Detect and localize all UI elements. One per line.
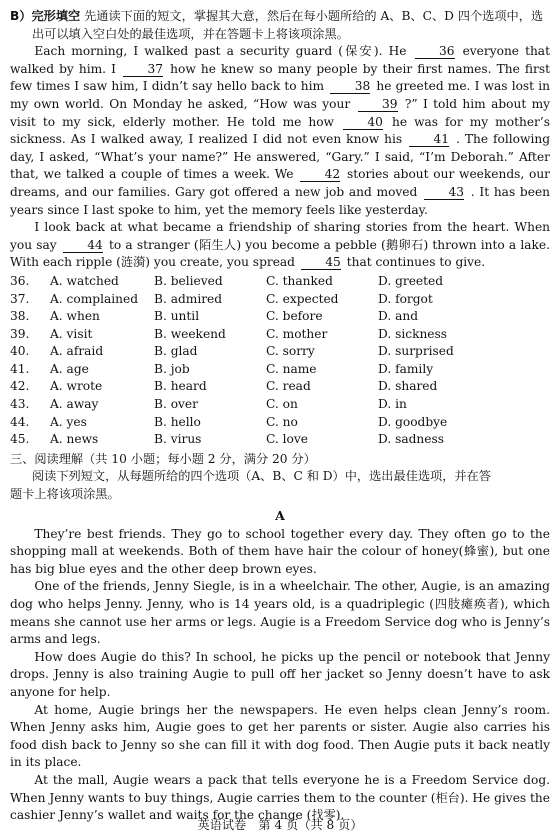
option-a: A. wrote xyxy=(50,379,103,394)
blank-45: 45 xyxy=(301,256,341,270)
blank-42: 42 xyxy=(300,168,340,182)
blank-43: 43 xyxy=(424,186,464,200)
option-a: A. news xyxy=(50,432,99,447)
question-number: 45. xyxy=(10,432,30,447)
passage-a-paragraph: One of the friends, Jenny Siegle, is in a wheelchair. The other, Augie, is an amazing dog who helps Jenny. Jenny, who is 14 years old, is a quadriplegic (四肢瘫痪者), which means she cannot use her arms or legs. Augie is a Freedom Service dog who is Jenny’s arms and legs. xyxy=(10,579,550,647)
option-c: C. no xyxy=(266,414,298,429)
passage-a-paragraph: How does Augie do this? In school, he picks up the pencil or notebook that Jenny drops. Jenny is also training Augie to pull off her jacket so Jenny doesn’t have to ask anyone for help. xyxy=(10,649,550,699)
option-d: D. forgot xyxy=(378,291,433,306)
option-a: A. when xyxy=(50,309,100,324)
section-3-instruction-1: 阅读下列短文，从每题所给的四个选项（A、B、C 和 D）中，选出最佳选项，并在答 xyxy=(32,469,491,484)
option-row xyxy=(10,273,550,291)
option-a: A. complained xyxy=(50,291,138,306)
passage-a-paragraph: They’re best friends. They go to school together every day. They often go to the shopping mall at weekends. Both of them have hair the colour of honey(蜂蜜), but one has big blue eyes and the other deep brown eyes. xyxy=(10,526,550,576)
option-c: C. read xyxy=(266,379,311,394)
option-c: C. before xyxy=(266,309,323,324)
option-b: B. hello xyxy=(154,414,201,429)
option-c: C. love xyxy=(266,432,308,447)
blank-44: 44 xyxy=(63,239,103,253)
paragraph-text: that continues to give. xyxy=(342,255,486,270)
option-row xyxy=(10,431,550,449)
option-d: D. goodbye xyxy=(378,414,448,429)
option-c: C. sorry xyxy=(266,344,315,359)
section-b-instruction-2: 出可以填入空白处的最佳选项，并在答题卡上将该项涂黑。 xyxy=(32,26,349,41)
option-c: C. on xyxy=(266,397,298,412)
option-b: B. weekend xyxy=(154,326,226,341)
option-row xyxy=(10,361,550,379)
question-number: 44. xyxy=(10,414,30,429)
paragraph-text: everyone that walked by him. I xyxy=(10,44,550,76)
passage-a-paragraph: At the mall, Augie wears a pack that tells everyone he is a Freedom Service dog. When Jenny wants to buy things, Augie carries them to the counter (柜台). He gives the cashier Jenny’s wallet and waits for the change (找零). xyxy=(10,772,550,823)
option-d: D. surprised xyxy=(378,344,454,359)
option-d: D. sadness xyxy=(378,432,444,447)
blank-41: 41 xyxy=(409,133,449,147)
option-c: C. name xyxy=(266,361,317,376)
option-a: A. afraid xyxy=(50,344,104,359)
option-b: B. over xyxy=(154,397,198,412)
option-a: A. away xyxy=(50,397,99,412)
question-number: 38. xyxy=(10,309,30,324)
option-b: B. virus xyxy=(154,432,202,447)
option-row xyxy=(10,378,550,396)
option-a: A. visit xyxy=(50,326,93,341)
option-b: B. job xyxy=(154,361,190,376)
option-d: D. shared xyxy=(378,379,438,394)
option-a: A. watched xyxy=(50,273,119,288)
question-number: 41. xyxy=(10,361,30,376)
option-b: B. believed xyxy=(154,273,223,288)
option-b: B. heard xyxy=(154,379,207,394)
paragraph-text: . It has been years since I last spoke to him, yet the memory feels like yesterday. xyxy=(10,184,551,217)
option-d: D. greeted xyxy=(378,273,444,288)
option-d: D. and xyxy=(378,309,419,324)
paragraph-text: stories about our weekends, our dreams, and our families. Gary got offered a new job and moved xyxy=(10,167,550,199)
passage-a-paragraph: At home, Augie brings her the newspapers. He even helps clean Jenny’s room. When Jenny asks him, Augie goes to get her parents or sister. Augie also carries his food dish back to Jenny so she can fill it with dog food. Then Augie puts it back neatly in its place. xyxy=(10,702,550,770)
option-b: B. until xyxy=(154,309,200,324)
blank-36: 36 xyxy=(415,45,455,59)
option-row xyxy=(10,343,550,361)
section-b-instruction-1: 先通读下面的短文，掌握其大意，然后在每小题所给的 A、B、C、D 四个选项中，选 xyxy=(84,9,544,23)
option-b: B. admired xyxy=(154,291,223,306)
paragraph-text: ?” I told him about my visit to my sick, elderly mother. He told me how xyxy=(10,96,551,129)
cloze-options xyxy=(10,273,550,449)
cloze-paragraph-2 xyxy=(10,219,550,272)
paragraph-text: Each morning, I walked past a security guard (保安). He xyxy=(34,44,413,59)
option-b: B. glad xyxy=(154,344,198,359)
question-number: 37. xyxy=(10,291,30,306)
option-c: C. thanked xyxy=(266,273,333,288)
page-footer: 英语试卷 第 4 页（共 8 页） xyxy=(197,818,363,832)
question-number: 43. xyxy=(10,397,30,412)
question-number: 39. xyxy=(10,326,30,341)
option-row xyxy=(10,414,550,432)
option-a: A. yes xyxy=(50,414,87,429)
blank-39: 39 xyxy=(358,98,398,112)
paragraph-text: . The following day, I asked, “What’s your name?” He answered, “Gary.” I said, “I’m Deborah.” After that, we talked a couple of times a week. We xyxy=(10,132,550,182)
question-number: 40. xyxy=(10,344,30,359)
question-number: 36. xyxy=(10,273,30,288)
option-a: A. age xyxy=(50,361,89,376)
section-3-heading: 三、阅读理解（共 10 小题；每小题 2 分，满分 20 分） xyxy=(10,451,316,466)
option-c: C. mother xyxy=(266,326,328,341)
section-b-instructions xyxy=(10,8,550,26)
option-row xyxy=(10,308,550,326)
option-c: C. expected xyxy=(266,291,339,306)
option-row xyxy=(10,396,550,414)
paragraph-text: to a stranger (陌生人) you become a pebble (鹅卵石) thrown into a lake. With each ripple (涟漪) you create, you spread xyxy=(10,237,550,270)
paragraph-text: how he knew so many people by their first names. The first few times I saw him, I didn’t say hello back to him xyxy=(10,61,551,94)
paragraph-text: he greeted me. I was lost in my own world. On Monday he asked, “How was your xyxy=(10,79,550,111)
option-d: D. sickness xyxy=(378,326,448,341)
option-row xyxy=(10,291,550,309)
passage-a-title: A xyxy=(275,507,285,523)
blank-38: 38 xyxy=(330,80,370,94)
paragraph-text: he was for my mother’s sickness. As I walked away, I realized I did not even know his xyxy=(10,114,550,147)
paragraph-text: I look back at what became a friendship of sharing stories from the heart. When you say xyxy=(10,220,550,252)
question-number: 42. xyxy=(10,379,30,394)
blank-37: 37 xyxy=(123,63,163,77)
option-row xyxy=(10,326,550,344)
option-d: D. in xyxy=(378,397,407,412)
option-d: D. family xyxy=(378,361,434,376)
cloze-paragraph-1 xyxy=(10,43,550,219)
section-b-heading: B）完形填空 xyxy=(10,9,81,23)
section-3-instruction-2: 题卡上将该项涂黑。 xyxy=(10,487,120,502)
blank-40: 40 xyxy=(343,116,383,130)
